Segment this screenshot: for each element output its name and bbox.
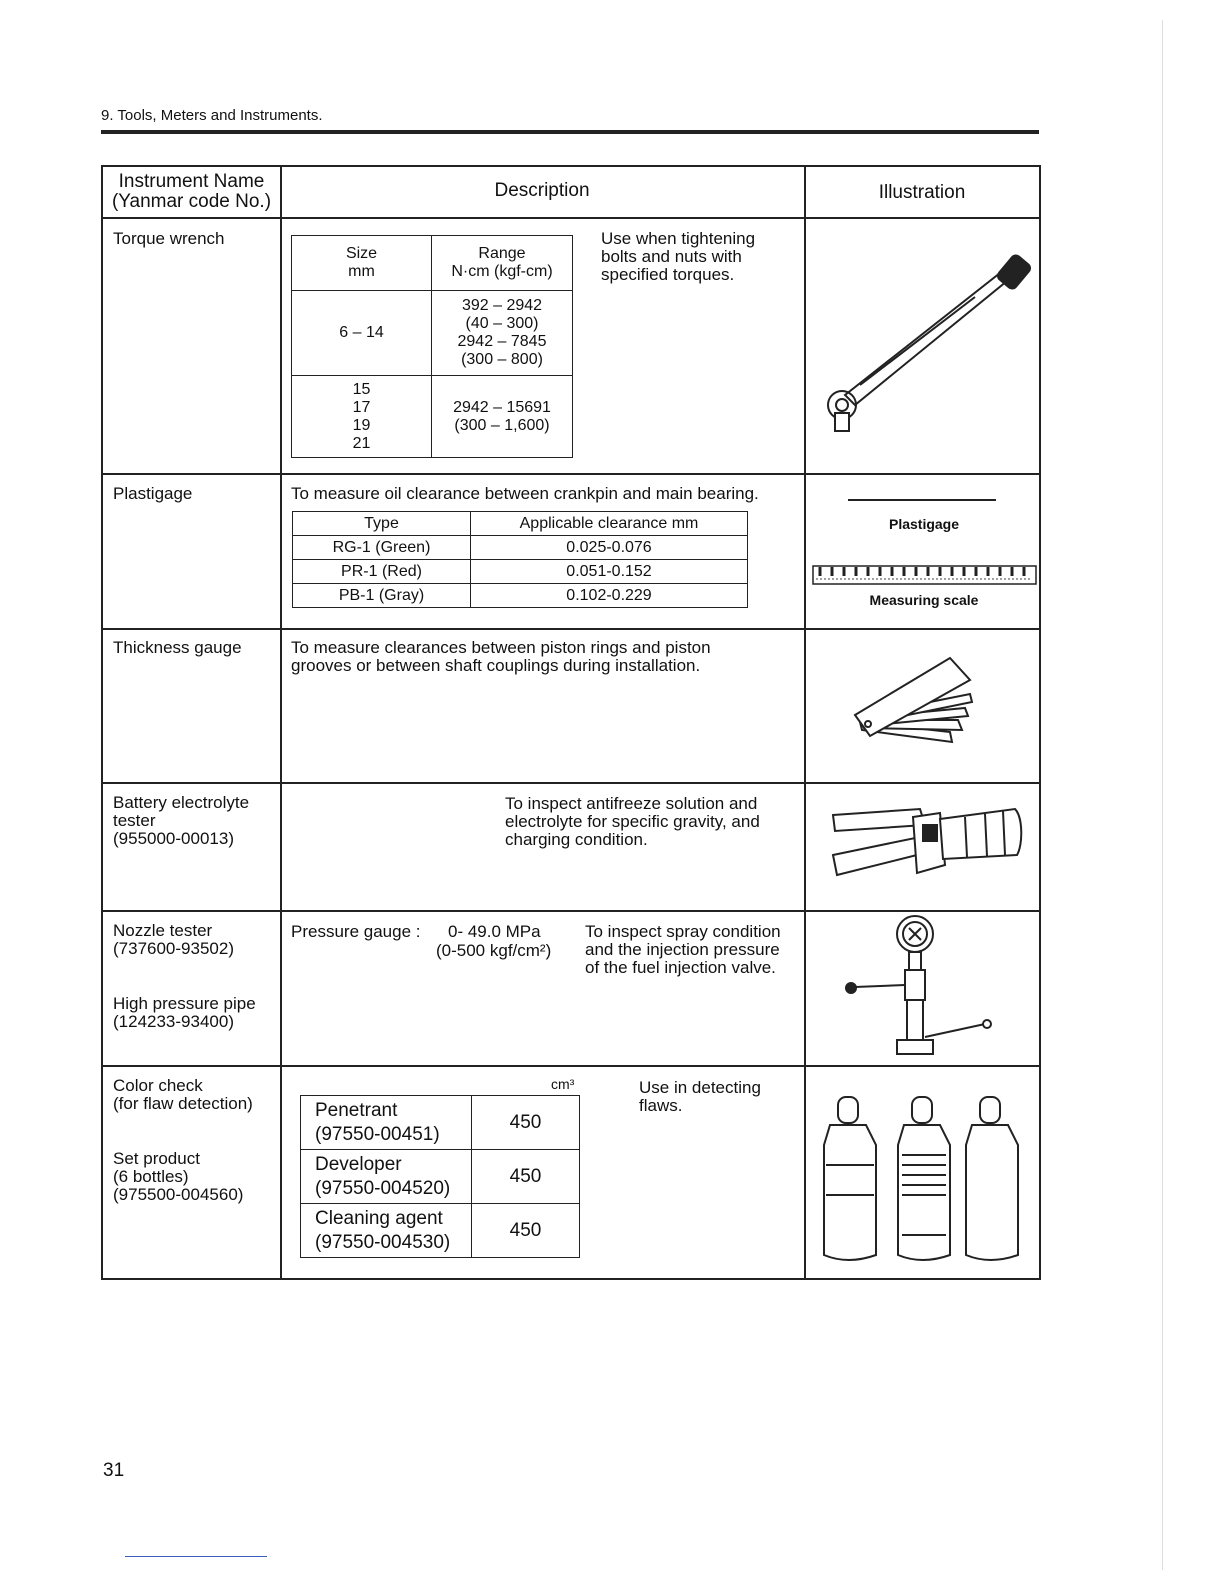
- torque-wrench-illustration: [815, 245, 1035, 440]
- pressure-gauge-label: Pressure gauge :: [291, 922, 421, 941]
- clearance-header: Applicable clearance mm: [471, 512, 748, 536]
- header-bottom-border: [101, 217, 1041, 219]
- battery-tester-name: Battery electrolyte tester (955000-00013): [113, 793, 250, 848]
- size-header: Size mm: [292, 236, 432, 291]
- range-header: Range N·cm (kgf-cm): [432, 236, 573, 291]
- range-cell: 392 – 2942 (40 – 300) 2942 – 7845 (300 – 800): [432, 291, 573, 376]
- footer-rule: [125, 1556, 267, 1557]
- plastigage-label: Plastigage: [888, 516, 960, 532]
- nozzle-tester-name: Nozzle tester (737600-93502): [113, 921, 234, 958]
- column-divider: [804, 165, 806, 1280]
- table-bottom-border: [101, 1278, 1041, 1280]
- nozzle-tester-description: To inspect spray condition and the injection pressure of the fuel injection valve.: [585, 922, 781, 977]
- clearance-cell: 0.025-0.076: [471, 536, 748, 560]
- color-check-table: [300, 1095, 580, 1258]
- table-right-border: [1039, 165, 1041, 1280]
- color-check-name: Color check (for flaw detection): [113, 1076, 253, 1113]
- row-divider: [101, 782, 1041, 784]
- column-header-name: Instrument Name (Yanmar code No.): [111, 171, 272, 212]
- set-product-name: Set product (6 bottles) (975500-004560): [113, 1149, 244, 1204]
- column-header-illustration: Illustration: [878, 182, 966, 203]
- column-header-description: Description: [494, 180, 590, 201]
- size-cell: 15 17 19 21: [292, 376, 432, 458]
- table-top-border: [101, 165, 1041, 167]
- volume-unit: cm³: [551, 1076, 575, 1092]
- page-edge-line: [1162, 20, 1163, 1570]
- row-divider: [101, 628, 1041, 630]
- plastigage-strip: [848, 499, 996, 501]
- clearance-cell: 0.102-0.229: [471, 584, 748, 608]
- nozzle-tester-illustration: [835, 912, 995, 1067]
- torque-wrench-name: Torque wrench: [113, 229, 225, 248]
- spray-bottles-illustration: [820, 1085, 1025, 1270]
- column-divider: [280, 165, 282, 1280]
- row-divider: [101, 473, 1041, 475]
- torque-wrench-note: Use when tightening bolts and nuts with specified torques.: [601, 229, 756, 284]
- range-cell: 2942 – 15691 (300 – 1,600): [432, 376, 573, 458]
- plastigage-table: [292, 511, 748, 608]
- thickness-gauge-name: Thickness gauge: [113, 638, 242, 657]
- torque-spec-table: [291, 235, 573, 458]
- pressure-gauge-value: 0- 49.0 MPa: [448, 922, 541, 941]
- volume-cell: 450: [472, 1150, 580, 1204]
- product-cell: Developer (97550-004520): [301, 1150, 472, 1204]
- volume-cell: 450: [472, 1096, 580, 1150]
- thickness-gauge-description: To measure clearances between piston rings and piston grooves or between shaft couplings during installation.: [291, 638, 711, 675]
- type-cell: RG-1 (Green): [293, 536, 471, 560]
- type-header: Type: [293, 512, 471, 536]
- table-left-border: [101, 165, 103, 1280]
- battery-tester-description: To inspect antifreeze solution and electrolyte for specific gravity, and charging condition.: [505, 794, 760, 849]
- color-check-note: Use in detecting flaws.: [639, 1078, 761, 1115]
- clearance-cell: 0.051-0.152: [471, 560, 748, 584]
- thickness-gauge-illustration: [850, 650, 980, 750]
- product-cell: Penetrant (97550-00451): [301, 1096, 472, 1150]
- high-pressure-pipe-name: High pressure pipe (124233-93400): [113, 994, 256, 1031]
- plastigage-description: To measure oil clearance between crankpin and main bearing.: [291, 484, 759, 503]
- volume-cell: 450: [472, 1204, 580, 1258]
- measuring-scale-illustration: [812, 564, 1037, 586]
- plastigage-name: Plastigage: [113, 484, 193, 503]
- measuring-scale-label: Measuring scale: [869, 592, 979, 608]
- pressure-gauge-value-kgf: (0-500 kgf/cm²): [436, 941, 552, 960]
- type-cell: PR-1 (Red): [293, 560, 471, 584]
- page-number: 31: [103, 1460, 125, 1481]
- section-title: 9. Tools, Meters and Instruments.: [101, 107, 323, 124]
- battery-tester-illustration: [825, 795, 1025, 885]
- product-cell: Cleaning agent (97550-004530): [301, 1204, 472, 1258]
- size-cell: 6 – 14: [292, 291, 432, 376]
- header-rule: [101, 130, 1039, 134]
- type-cell: PB-1 (Gray): [293, 584, 471, 608]
